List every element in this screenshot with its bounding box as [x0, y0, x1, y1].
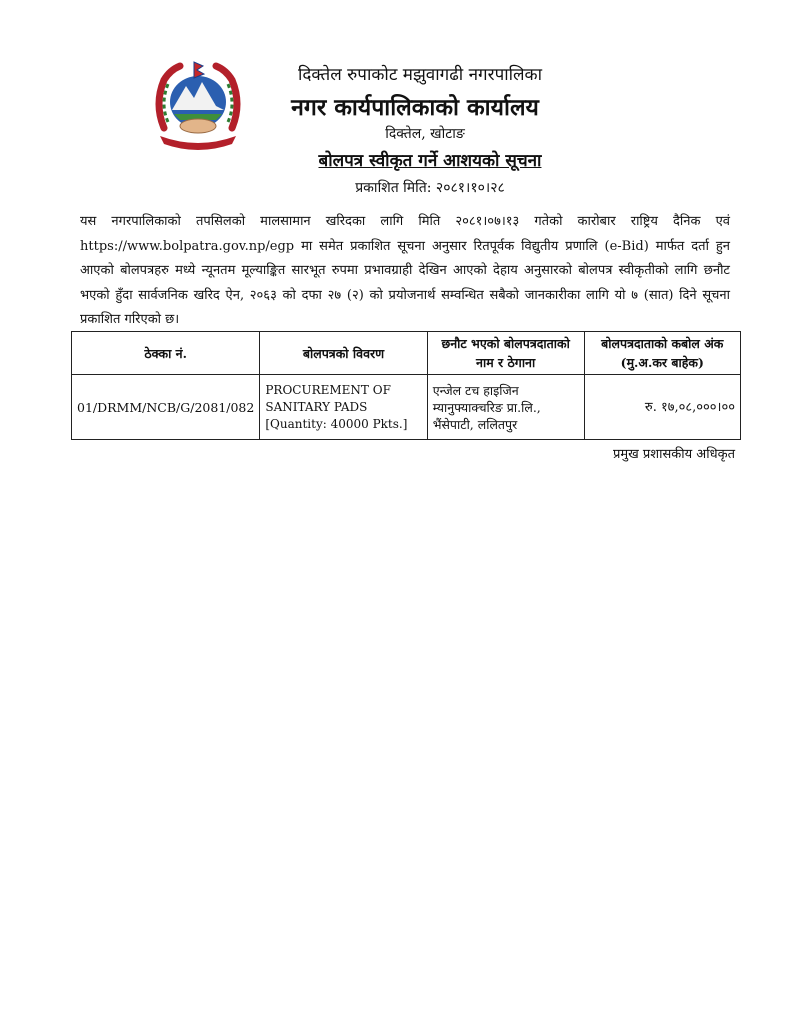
published-date: प्रकाशित मिति: २०८१।१०।२८: [355, 180, 505, 196]
notice-paragraph: यस नगरपालिकाको तपसिलको मालसामान खरिदका लागि मिति २०८१।०७।१३ गतेको कारोबार राष्ट्रिय दैनिक एवं https://www.bolpatra.gov.np/egp मा समेत प्रकाशित सूचना अनुसार रितपूर्वक विद्युतीय प्रणालि (e-Bid) मार्फत दर्ता हुन आएको बोलपत्रहरु मध्ये न्यूनतम मूल्याङ्कित सारभूत रुपमा प्रभावग्राही देखिन आएको देहाय अनुसारको बोलपत्र स्वीकृतीको लागि छनौट भएको हुँदा सार्वजनिक खरिद ऐन, २०६३ को दफा २७ (२) को प्रयोजनार्थ सम्वन्धित सबैको जानकारीका लागि यो ७ (सात) दिने सूचना प्रकाशित गरिएको छ।: [80, 214, 730, 327]
header-description: बोलपत्रको विवरण: [260, 332, 427, 375]
description-line-1: PROCUREMENT OF: [265, 382, 391, 397]
signatory-title: प्रमुख प्रशासकीय अधिकृत: [612, 447, 735, 462]
table-header-row: [72, 332, 741, 375]
header-amount: बोलपत्रदाताको कबोल अंक (मु.अ.कर बाहेक): [584, 332, 740, 375]
contract-no-cell: 01/DRMM/NCB/G/2081/082: [72, 375, 260, 440]
description-line-3: [Quantity: 40000 Pkts.]: [265, 416, 408, 431]
header-bidder: छनौट भएको बोलपत्रदाताको नाम र ठेगाना: [427, 332, 584, 375]
description-cell: [260, 375, 427, 440]
office-title: नगर कार्यपालिकाको कार्यालय: [291, 94, 539, 121]
table-row: [72, 375, 741, 440]
notice-title: बोलपत्र स्वीकृत गर्ने आशयको सूचना: [318, 151, 542, 171]
municipality-name: दिक्तेल रुपाकोट मझुवागढी नगरपालिका: [297, 65, 543, 85]
bidder-cell: एन्जेल टच हाइजिन म्यानुफ्याक्चरिङ प्रा.लि., भैंसेपाटी, ललितपुर: [427, 375, 584, 440]
bid-table: [71, 331, 741, 440]
office-address: दिक्तेल, खोटाङ: [385, 126, 465, 142]
description-line-2: SANITARY PADS: [265, 399, 368, 414]
amount-cell: रु. १७,०८,०००।००: [584, 375, 740, 440]
header-contract-no: ठेक्का नं.: [72, 332, 260, 375]
